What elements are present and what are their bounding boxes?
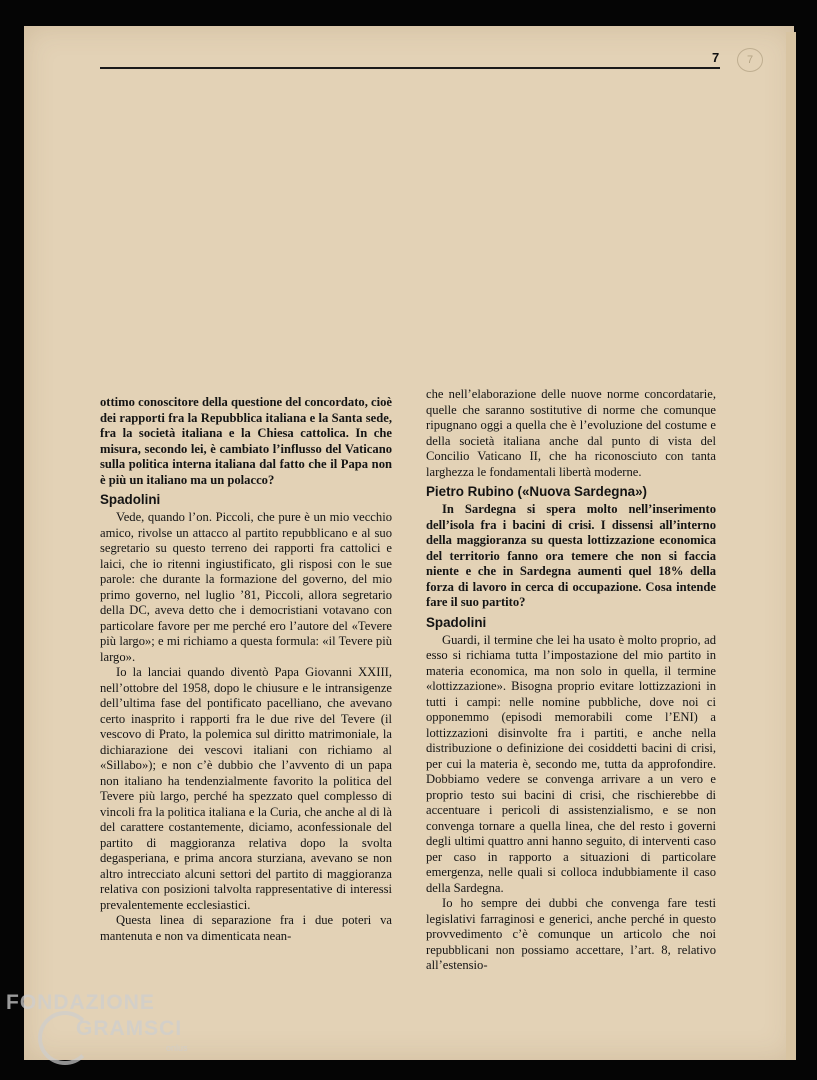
speaker-name: Spadolini [426, 614, 487, 630]
continuation-paragraph: che nell’elaborazione delle nuove norme concordatarie, quelle che saranno sostitutive di norme che comunque ripugnano oggi a quella che è l’evoluzione del costume e della società italiana anche dal punto di vista del Concilio Vaticano II, che ha riconosciuto con tanta larghezza le fondamentali libertà moderne. [426, 387, 716, 479]
fondazione-gramsci-watermark [6, 991, 206, 1071]
question-text: In Sardegna si spera molto nell’inserimento dell’isola fra i bacini di crisi. I dissensi all’interno della maggioranza su questa lottizzazione economica del territorio fanno ora temere che non si faccia niente e che in Sardegna aumenti quel 18% della forza di lavoro in cerca di occupazione. Cosa intende fare il suo partito? [426, 502, 716, 609]
watermark-line-2: GRAMSCI [76, 1017, 183, 1040]
answer-paragraph: Io la lanciai quando diventò Papa Giovanni XXIII, nell’ottobre del 1958, dopo le chiusure e le intransigenze dell’ultima fase del pontificato pacelliano, che avevano certo inasprito i rapporti fra le due rive del Tevere (il vescovo di Prato, la polemica sul diritto matrimoniale, la dichiarazione dei vescovi italiani con richiamo al «Sillabo»); e non c’è dubbio che l’avvento di un papa non italiano ha tendenzialmente favorito la politica del Tevere più largo, perché ha spezzato quel complesso di vincoli fra la politica italiana e la Curia, che anche al di là del carattere costantemente, diciamo, aconfessionale del partito di maggioranza relativa dopo la svolta degasperiana, e prima ancora sturziana, avevano se non altro intrecciato alcuni settori del partito di maggioranza relativa con posizioni talvolta rappresentative di interessi prevalentemente ecclesiastici. [100, 665, 392, 912]
header-rule [100, 67, 720, 69]
answer-paragraph: Questa linea di separazione fra i due poteri va mantenuta e non va dimenticata nean- [100, 913, 392, 943]
paper-edge [786, 32, 796, 1060]
question-text: ottimo conoscitore della questione del concordato, cioè dei rapporti fra la Repubblica italiana e la Santa sede, fra la società italiana e la Chiesa cattolica. In che misura, secondo lei, è cambiato l’influsso del Vaticano sulla politica interna italiana dal fatto che il Papa non è più un italiano ma un polacco? [100, 395, 392, 487]
speaker-name: Spadolini [100, 492, 161, 507]
answer-paragraph: Guardi, il termine che lei ha usato è molto proprio, ad esso si richiama tutta l’impostazione del mio partito in materia economica, ma non solo in quella, il termine «lottizzazione». Bisogna proprio evitare lottizzazioni in tutti i campi: nelle nomine pubbliche, dove noi ci opponemmo (episodi memorabili come l’ENI) a lottizzazioni disinvolte fra i partiti, e anche nella distribuzione o definizione dei cosiddetti bacini di crisi, per cui la materia è, secondo me, tutta da approfondire. Dobbiamo vedere se convenga arrivare a un vero e proprio testo sui bacini di crisi, che rischierebbe di accentuare i pericoli di assistenzialismo, e se non convenga tornare a quella linea, che del resto i governi degli ultimi quattro anni hanno seguito, di interventi caso per caso in rapporto a situazioni di particolare emergenza, nelle quali si colloca indubbiamente il caso della Sardegna. [426, 632, 716, 895]
watermark-small: onlus [166, 1043, 188, 1053]
left-column [100, 395, 392, 944]
handwritten-page-number: 7 [737, 48, 763, 72]
right-column [426, 387, 716, 974]
watermark-line-1: FONDAZIONE [6, 991, 155, 1014]
interviewer-name: Pietro Rubino («Nuova Sardegna») [426, 484, 647, 499]
answer-paragraph: Io ho sempre dei dubbi che convenga fare testi legislativi farraginosi e generici, anche perché in questo provvedimento c’è comunque un articolo che noi repubblicani non possiamo accettare, l’art. 8, relativo all’estensio- [426, 896, 716, 972]
answer-paragraph: Vede, quando l’on. Piccoli, che pure è un mio vecchio amico, rivolse un attacco al partito repubblicano e al suo segretario su questo terreno dei rapporti fra cattolici e laici, che io ritenni ingiustificato, gli risposi con le sue parole: che durante la formazione del governo, del mio primo governo, nel luglio ’81, Piccoli, allora segretario della DC, aveva detto che i democristiani votavano con particolare favore per me perché ero l’autore del «Tevere più largo»; e mi richiamo a questa formula: «il Tevere più largo». [100, 510, 392, 664]
page-number: 7 [712, 50, 720, 65]
